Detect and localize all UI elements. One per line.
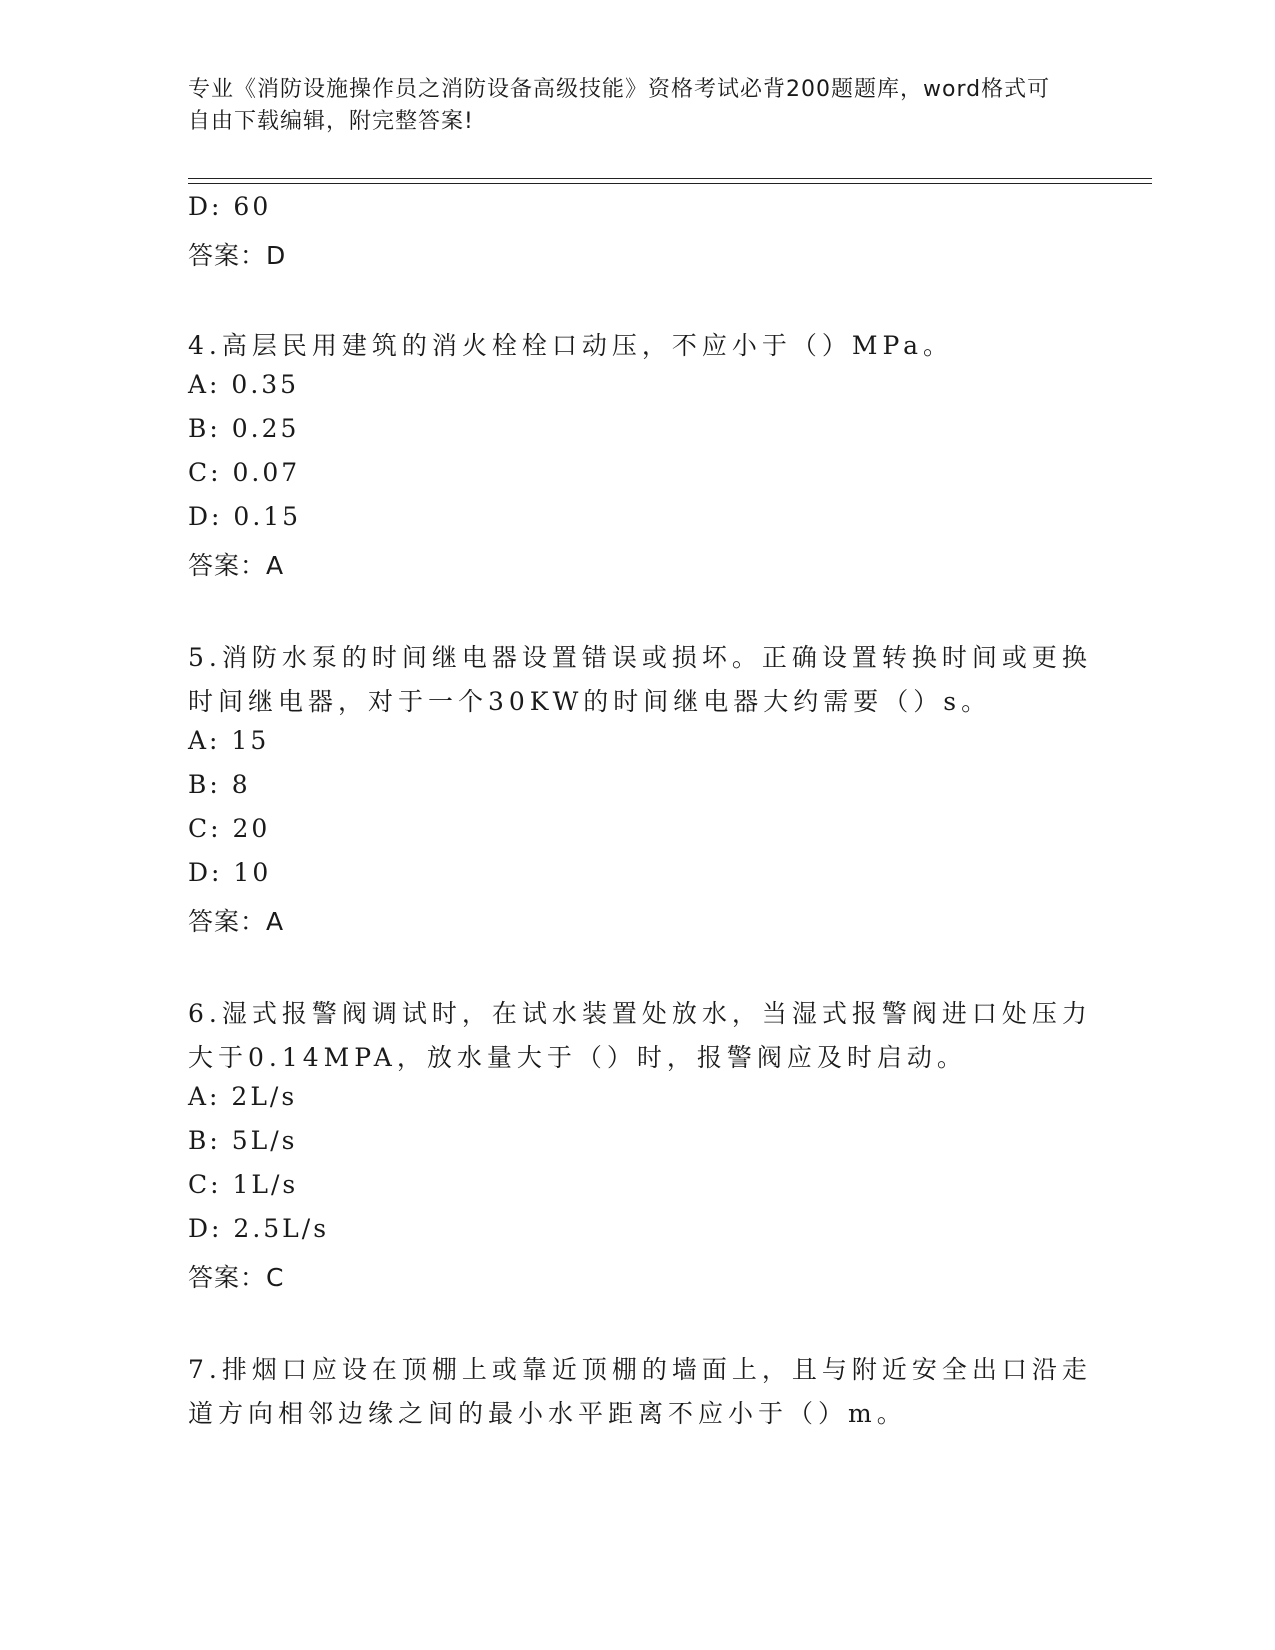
q6-option-b: B: 5L/s <box>188 1126 298 1155</box>
q7-stem-line2: 道方向相邻边缘之间的最小水平距离不应小于（）m。 <box>188 1399 907 1428</box>
q6-answer: 答案：C <box>188 1263 285 1292</box>
q5-option-a: A: 15 <box>188 726 270 755</box>
q4-stem: 4.高层民用建筑的消火栓栓口动压，不应小于（）MPa。 <box>188 331 954 360</box>
q4-option-a: A: 0.35 <box>188 370 300 399</box>
q6-option-c: C: 1L/s <box>188 1170 299 1199</box>
q5-stem-line2: 时间继电器，对于一个30KW的时间继电器大约需要（）s。 <box>188 687 992 716</box>
q6-option-a: A: 2L/s <box>188 1082 298 1111</box>
q5-option-b: B: 8 <box>188 770 251 799</box>
q5-answer: 答案：A <box>188 907 285 936</box>
q5-stem-line1: 5.消防水泵的时间继电器设置错误或损坏。正确设置转换时间或更换 <box>188 643 1092 672</box>
q3-answer: 答案：D <box>188 241 287 270</box>
document-header: 专业《消防设施操作员之消防设备高级技能》资格考试必背200题题库，word格式可自由下载编辑，附完整答案! <box>188 77 1051 134</box>
q5-option-c: C: 20 <box>188 814 271 843</box>
q6-stem-line1: 6.湿式报警阀调试时，在试水装置处放水，当湿式报警阀进口处压力 <box>188 999 1092 1028</box>
q6-stem-line2: 大于0.14MPA，放水量大于（）时，报警阀应及时启动。 <box>188 1043 967 1072</box>
q6-option-d: D: 2.5L/s <box>188 1214 330 1243</box>
q7-stem-line1: 7.排烟口应设在顶棚上或靠近顶棚的墙面上，且与附近安全出口沿走 <box>188 1355 1092 1384</box>
header-rule-top <box>188 178 1152 179</box>
q3-option-d: D: 60 <box>188 192 272 221</box>
q4-option-b: B: 0.25 <box>188 414 300 443</box>
q4-option-c: C: 0.07 <box>188 458 301 487</box>
q5-option-d: D: 10 <box>188 858 272 887</box>
header-rule-bottom <box>188 183 1152 184</box>
q4-option-d: D: 0.15 <box>188 502 302 531</box>
q4-answer: 答案：A <box>188 551 285 580</box>
